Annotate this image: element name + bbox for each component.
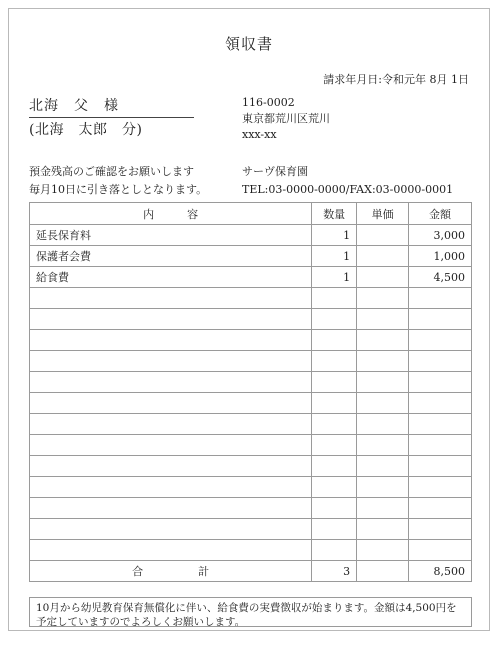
- total-row: [30, 561, 472, 582]
- remark-box: 10月から幼児教育保育無償化に伴い、給食費の実費徴収が始まります。金額は4,500円を予定していますのでよろしくお願いします。: [29, 597, 472, 627]
- item-content: [30, 540, 312, 561]
- column-header-quantity: 数量: [312, 203, 357, 225]
- item-content: [30, 330, 312, 351]
- item-unit-price: [357, 288, 409, 309]
- total-label: 合 計: [30, 561, 312, 582]
- table-row: [30, 330, 472, 351]
- item-quantity: [312, 330, 357, 351]
- item-amount: [409, 540, 472, 561]
- billing-date: [323, 71, 469, 87]
- item-content: [30, 456, 312, 477]
- item-unit-price: [357, 267, 409, 288]
- item-quantity: [312, 435, 357, 456]
- table-row: [30, 288, 472, 309]
- item-unit-price: [357, 456, 409, 477]
- item-unit-price: [357, 519, 409, 540]
- item-content: 保護者会費: [30, 246, 312, 267]
- issuer-name: サーヴ保育園: [242, 165, 308, 178]
- item-content: [30, 309, 312, 330]
- item-quantity: [312, 519, 357, 540]
- item-amount: [409, 477, 472, 498]
- table-row: [30, 351, 472, 372]
- item-content: [30, 351, 312, 372]
- table-row: [30, 498, 472, 519]
- item-content: [30, 288, 312, 309]
- item-unit-price: [357, 309, 409, 330]
- item-amount: 3,000: [409, 225, 472, 246]
- payment-note-line: 預金残高のご確認をお願いします: [29, 165, 194, 178]
- table-row: [30, 519, 472, 540]
- addressee-name: 北海 父 様: [29, 95, 194, 118]
- address-line: 東京都荒川区荒川: [242, 112, 330, 125]
- total-unit-price: [357, 561, 409, 582]
- item-unit-price: [357, 246, 409, 267]
- table-row: [30, 477, 472, 498]
- item-content: 給食費: [30, 267, 312, 288]
- receipt-page: [8, 8, 490, 631]
- item-amount: [409, 435, 472, 456]
- item-unit-price: [357, 477, 409, 498]
- item-unit-price: [357, 351, 409, 372]
- issuer-contact: TEL:03-0000-0000/FAX:03-0000-0001: [242, 183, 454, 196]
- item-quantity: [312, 414, 357, 435]
- item-content: [30, 519, 312, 540]
- item-amount: 4,500: [409, 267, 472, 288]
- item-amount: [409, 309, 472, 330]
- item-quantity: [312, 288, 357, 309]
- table-row: [30, 309, 472, 330]
- item-quantity: [312, 477, 357, 498]
- table-row: [30, 372, 472, 393]
- item-content: [30, 414, 312, 435]
- billing-date-label: 請求年月日:: [323, 73, 382, 86]
- page-title: 領収書: [224, 35, 273, 53]
- total-amount: 8,500: [409, 561, 472, 582]
- item-quantity: [312, 351, 357, 372]
- billing-date-value: 令和元年 8月 1日: [382, 73, 469, 86]
- item-amount: [409, 498, 472, 519]
- item-amount: [409, 372, 472, 393]
- table-header-row: [30, 203, 472, 225]
- item-amount: [409, 414, 472, 435]
- table-row: [30, 540, 472, 561]
- column-header-unit-price: 単価: [357, 203, 409, 225]
- item-unit-price: [357, 372, 409, 393]
- total-quantity: 3: [312, 561, 357, 582]
- item-quantity: [312, 456, 357, 477]
- item-amount: [409, 393, 472, 414]
- addressee-child: (北海 太郎 分): [29, 122, 143, 138]
- item-amount: [409, 351, 472, 372]
- item-amount: [409, 288, 472, 309]
- item-content: [30, 393, 312, 414]
- issuer-block: [242, 163, 453, 199]
- address-block: [242, 95, 330, 143]
- item-content: [30, 435, 312, 456]
- item-quantity: [312, 393, 357, 414]
- table-row: [30, 456, 472, 477]
- item-content: 延長保育料: [30, 225, 312, 246]
- item-content: [30, 498, 312, 519]
- item-unit-price: [357, 330, 409, 351]
- address-number: xxx-xx: [242, 128, 277, 141]
- item-unit-price: [357, 414, 409, 435]
- item-quantity: 1: [312, 225, 357, 246]
- table-row: [30, 225, 472, 246]
- table-row: [30, 435, 472, 456]
- item-quantity: 1: [312, 267, 357, 288]
- table-row: [30, 267, 472, 288]
- item-quantity: [312, 372, 357, 393]
- item-amount: [409, 519, 472, 540]
- item-quantity: [312, 309, 357, 330]
- item-amount: 1,000: [409, 246, 472, 267]
- addressee: [29, 95, 194, 139]
- table-row: [30, 393, 472, 414]
- item-unit-price: [357, 435, 409, 456]
- item-amount: [409, 330, 472, 351]
- item-amount: [409, 456, 472, 477]
- item-unit-price: [357, 393, 409, 414]
- item-unit-price: [357, 540, 409, 561]
- table-row: [30, 246, 472, 267]
- column-header-content: 内 容: [30, 203, 312, 225]
- item-quantity: 1: [312, 246, 357, 267]
- table-row: [30, 414, 472, 435]
- item-content: [30, 372, 312, 393]
- item-unit-price: [357, 225, 409, 246]
- line-items-table: [29, 202, 472, 582]
- payment-note: [29, 163, 207, 199]
- item-unit-price: [357, 498, 409, 519]
- item-quantity: [312, 498, 357, 519]
- column-header-amount: 金額: [409, 203, 472, 225]
- item-quantity: [312, 540, 357, 561]
- postal-code: 116-0002: [242, 96, 295, 109]
- item-content: [30, 477, 312, 498]
- payment-note-line: 毎月10日に引き落としとなります。: [29, 183, 208, 196]
